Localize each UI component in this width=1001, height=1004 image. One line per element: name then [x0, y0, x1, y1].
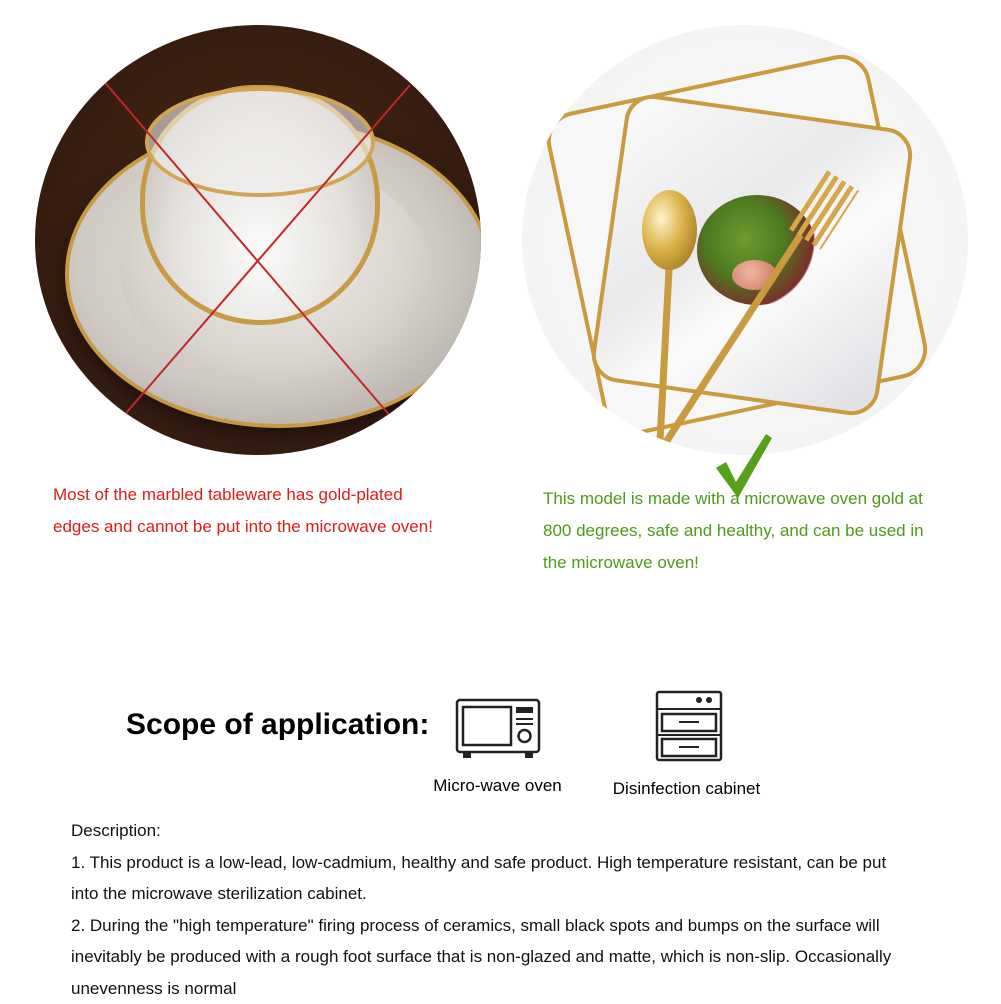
microwave-safe-text — [543, 483, 973, 579]
safe-line: This model is made with a microwave oven gold at — [543, 483, 973, 515]
description-line: into the microwave sterilization cabinet. — [71, 878, 971, 910]
scope-title: Scope of application: — [126, 708, 429, 742]
description-line: unevenness is normal — [71, 973, 971, 1004]
microwave-warning-text — [53, 479, 493, 543]
warning-line: edges and cannot be put into the microwave oven! — [53, 511, 493, 543]
gold-spoon — [642, 190, 697, 270]
safe-line: the microwave oven! — [543, 547, 973, 579]
gold-rim-plate-photo — [522, 25, 968, 455]
safe-line: 800 degrees, safe and healthy, and can be used in — [543, 515, 973, 547]
description-line: 1. This product is a low-lead, low-cadmium, healthy and safe product. High temperature resistant, can be put — [71, 847, 971, 879]
marbled-tableware-photo — [35, 25, 481, 455]
description-line: inevitably be produced with a rough foot surface that is non-glazed and matte, which is non-slip. Occasionally — [71, 941, 971, 973]
description-block — [71, 815, 971, 1004]
disinfection-cabinet-label: Disinfection cabinet — [604, 779, 769, 799]
warning-line: Most of the marbled tableware has gold-plated — [53, 479, 493, 511]
description-heading: Description: — [71, 815, 971, 847]
red-x-icon — [35, 25, 481, 455]
disinfection-cabinet-icon — [655, 690, 723, 762]
description-line: 2. During the "high temperature" firing process of ceramics, small black spots and bumps on the surface will — [71, 910, 971, 942]
microwave-label: Micro-wave oven — [425, 776, 570, 796]
microwave-icon — [455, 698, 541, 760]
